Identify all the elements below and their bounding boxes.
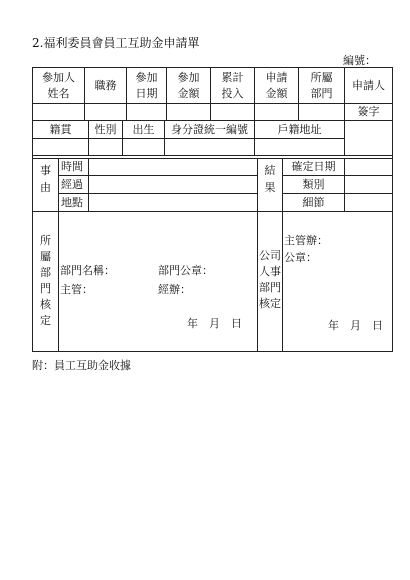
dept-approval-label: 所 屬 部 門 核 定 [40, 234, 51, 327]
result-label: 結 果 [264, 164, 276, 194]
result-category-label: 類別 [302, 177, 325, 191]
rule-v-blank-84 [84, 103, 85, 120]
dept-handler-label: 經辦： [158, 283, 191, 296]
event-process-label: 經過 [61, 177, 83, 191]
result-confirm-date-label: 確定日期 [291, 160, 336, 173]
rule-v-blank-254 [254, 103, 255, 120]
table-border-bottom [32, 351, 393, 352]
header-household-address: 戶籍地址 [277, 122, 322, 136]
header-position: 職務 [94, 78, 117, 92]
footnote-attachment: 附：員工互助金收據 [32, 359, 131, 372]
rule-h-155 [32, 155, 393, 156]
rule-h-103 [32, 103, 393, 104]
header-join-date: 參加 日期 [135, 70, 158, 100]
rule-v-result-sub [344, 158, 345, 211]
table-border-right [392, 67, 393, 352]
rule-h-211 [32, 211, 393, 212]
header-applicant: 申請人 [352, 78, 385, 92]
header-cumulative-input: 累計 投入 [221, 70, 244, 100]
rule-v-blank-298 [298, 103, 299, 120]
event-reason-label: 事 由 [40, 164, 51, 194]
event-location-label: 地點 [61, 195, 83, 209]
header-participant-name: 參加人 姓名 [42, 70, 75, 100]
company-hr-approval-label: 公司 人事 部門 核定 [259, 249, 281, 310]
rule-v-blank-166 [166, 103, 167, 120]
dept-name-label: 部門名稱： [60, 264, 115, 277]
header-department: 所屬 部門 [310, 70, 333, 100]
rule-h-138 [32, 138, 344, 139]
header-native-place: 籍貫 [49, 122, 72, 136]
header-birth: 出生 [132, 122, 155, 136]
dept-supervisor-label: 主管： [60, 283, 93, 296]
form-number-label: 編號： [343, 54, 376, 67]
header-join-amount: 參加 金額 [177, 70, 200, 100]
rule-v-blank-126 [126, 103, 127, 120]
result-details-label: 細節 [302, 195, 325, 209]
header-gender: 性別 [94, 122, 117, 136]
dept-approval-date: 年 月 日 [187, 317, 242, 330]
signature-label: 簽字 [357, 105, 380, 118]
rule-v-blank-210 [210, 103, 211, 120]
form-title: 2.福利委員會員工互助金申請單 [32, 36, 200, 50]
company-approval-date: 年 月 日 [328, 319, 383, 332]
header-apply-amount: 申請 金額 [265, 70, 288, 100]
dept-seal-label: 部門公章： [158, 264, 213, 277]
company-hr-handler-label: 主管辦： [284, 234, 328, 247]
event-time-label: 時間 [61, 160, 83, 173]
rule-v-dept-label [58, 211, 59, 352]
company-seal-label: 公章： [284, 251, 317, 264]
header-id-number: 身分證統一編號 [171, 122, 248, 136]
